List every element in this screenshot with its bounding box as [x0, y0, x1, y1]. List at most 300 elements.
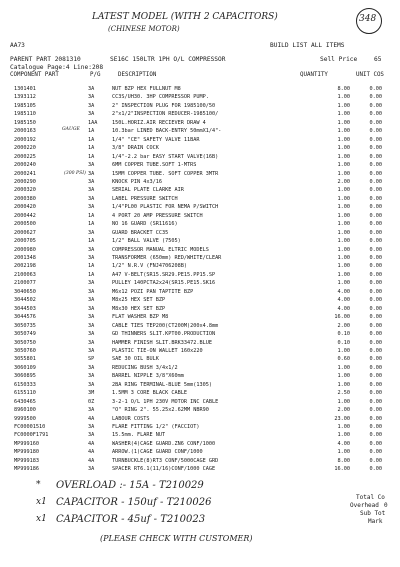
- table-row: [0, 161, 400, 170]
- cell-unit-cost: 0.00: [369, 102, 382, 109]
- table-row: [0, 296, 400, 305]
- table-row: [0, 93, 400, 102]
- cell-unit-cost: 0.00: [369, 288, 382, 295]
- cell-product-group: 4A: [88, 449, 95, 456]
- handwritten-note-prefix: x1: [36, 514, 47, 524]
- table-row: [0, 372, 400, 381]
- cell-description: GUARD BRACKET CC35: [112, 229, 169, 236]
- cell-description: 4 PORT 20 AMP PRESSURE SWITCH: [112, 212, 203, 219]
- handwritten-note-text: (PLEASE CHECK WITH CUSTOMER): [100, 534, 253, 543]
- cell-quantity: 2.00: [337, 407, 350, 414]
- cell-unit-cost: 0.00: [369, 221, 382, 228]
- cell-quantity: 0.10: [337, 331, 350, 338]
- cell-description: NUT BZP HEX FULLNUT M8: [112, 86, 181, 92]
- cell-part-number: 6150333: [14, 381, 36, 388]
- cell-description: A47 V-BELT(SR15.SR29.PE15.PP15.SP: [112, 271, 216, 278]
- cell-description: 1/2" BALL VALVE (7505): [112, 238, 181, 245]
- cell-unit-cost: 0.00: [369, 162, 382, 169]
- column-header-unit-cost: UNIT COS: [356, 72, 384, 78]
- cell-unit-cost: 0.00: [369, 390, 382, 397]
- table-row: [0, 119, 400, 128]
- cell-quantity: 1.00: [337, 94, 350, 101]
- list-title: BUILD LIST ALL ITEMS: [270, 42, 345, 49]
- table-row: [0, 415, 400, 424]
- cell-part-number: 2100077: [14, 280, 36, 287]
- cell-quantity: 8.00: [337, 86, 350, 92]
- cell-product-group: 1A: [88, 128, 95, 135]
- cell-unit-cost: 0.00: [369, 229, 382, 236]
- cell-product-group: 3A: [88, 466, 95, 473]
- table-row: [0, 254, 400, 263]
- cell-description: 3-2-1 O/L 1PH 230V MOTOR INC CABLE: [112, 398, 219, 405]
- cell-quantity: 23.00: [334, 415, 350, 422]
- cell-unit-cost: 0.00: [369, 364, 382, 371]
- cell-description: NO 16 GUARD (SR11616): [112, 221, 178, 228]
- cell-product-group: 3A: [88, 331, 95, 338]
- cell-part-number: MP999183: [14, 457, 39, 464]
- psi-note: (300 PSI): [64, 171, 86, 176]
- cell-part-number: 9999500: [14, 415, 36, 422]
- cell-product-group: 1AA: [88, 119, 98, 126]
- cell-description: COMPRESSOR MANUAL ELTRIC MODELS: [112, 246, 209, 253]
- total-label: Total Co: [356, 494, 385, 501]
- cell-description: M6x12 POZI PAN TAPTITE BZP: [112, 288, 194, 295]
- cell-description: CABLE TIES TEP200(CT200M)200x4.8mm: [112, 322, 219, 329]
- cell-description: 2"x1/2"INSPECTION REDUCER-1985100/: [112, 111, 219, 118]
- cell-part-number: 6155110: [14, 390, 36, 397]
- cell-description: "O" RING 2". 55.25x2.62MM NBR90: [112, 407, 209, 414]
- cell-quantity: 1.00: [337, 170, 350, 177]
- cell-description: GD THINNERS SLIT.KPT00.PRODUCTION: [112, 331, 216, 338]
- cell-product-group: 3A: [88, 187, 95, 194]
- handwritten-note-prefix: *: [36, 480, 41, 490]
- cell-unit-cost: 0.00: [369, 466, 382, 473]
- cell-product-group: 3A: [88, 86, 95, 92]
- cell-part-number: 1985150: [14, 119, 36, 126]
- cell-product-group: 3A: [88, 102, 95, 109]
- cell-part-number: 1985110: [14, 111, 36, 118]
- table-row: [0, 330, 400, 339]
- cell-unit-cost: 0.00: [369, 178, 382, 185]
- table-row: [0, 364, 400, 373]
- cell-unit-cost: 0.00: [369, 271, 382, 278]
- overhead-value: 0: [384, 502, 388, 509]
- cell-unit-cost: 0.00: [369, 339, 382, 346]
- cell-quantity: 4.00: [337, 288, 350, 295]
- table-row: [0, 186, 400, 195]
- cell-part-number: FC00001510: [14, 424, 46, 430]
- cell-quantity: 1.00: [337, 128, 350, 135]
- cell-quantity: 1.00: [337, 347, 350, 354]
- overhead-label: Overhead: [350, 502, 379, 509]
- cell-description: SAE 30 OIL BULK: [112, 356, 159, 363]
- cell-part-number: 2000705: [14, 238, 36, 245]
- cell-unit-cost: 0.00: [369, 187, 382, 194]
- cell-description: PULLEY 140PCTA2x24(SR15.PE15.SK16: [112, 280, 216, 287]
- cell-quantity: 1.00: [337, 364, 350, 371]
- cell-description: 15MM COPPER TUBE. SOFT COPPER 3MTR: [112, 170, 219, 177]
- cell-part-number: MP999186: [14, 466, 39, 473]
- cell-product-group: 3A: [88, 255, 95, 261]
- cell-unit-cost: 0.00: [369, 424, 382, 430]
- table-row: [0, 262, 400, 271]
- cell-product-group: 3A: [88, 288, 95, 295]
- cell-part-number: 2000627: [14, 229, 36, 236]
- cell-part-number: 3060895: [14, 373, 36, 380]
- cell-unit-cost: 0.00: [369, 170, 382, 177]
- cell-product-group: 3A: [88, 407, 95, 414]
- cell-quantity: 4.00: [337, 305, 350, 312]
- cell-description: KNOCK PIN 4x3/16: [112, 178, 162, 185]
- cell-product-group: 4A: [88, 440, 95, 447]
- cell-description: 15.5mm. FLARE NUT: [112, 432, 166, 439]
- table-row: [0, 305, 400, 314]
- cell-quantity: 1.00: [337, 221, 350, 228]
- cell-product-group: 3A: [88, 339, 95, 346]
- table-row: [0, 110, 400, 119]
- cell-product-group: 3A: [88, 322, 95, 329]
- cell-part-number: 2100063: [14, 271, 36, 278]
- subtotal-label: Sub Tot: [360, 510, 386, 517]
- cell-quantity: 2.00: [337, 178, 350, 185]
- cell-description: 6MM COPPER TUBE.SOFT 1-MTRS: [112, 162, 197, 169]
- cell-quantity: 4.00: [337, 440, 350, 447]
- cell-quantity: 1.00: [337, 212, 350, 219]
- table-row: [0, 127, 400, 136]
- cell-product-group: 3A: [88, 111, 95, 118]
- cell-description: 2" INSPECTION PLUG FOR 1985100/50: [112, 102, 216, 109]
- cell-unit-cost: 0.00: [369, 432, 382, 439]
- cell-product-group: 1A: [88, 145, 95, 152]
- parent-part: PARENT PART 2081310: [10, 56, 81, 63]
- cell-part-number: 2000192: [14, 136, 36, 143]
- cell-unit-cost: 0.00: [369, 381, 382, 388]
- cell-quantity: 1.00: [337, 136, 350, 143]
- cell-quantity: 1.00: [337, 162, 350, 169]
- cell-description: 3/8" DRAIN COCK: [112, 145, 159, 152]
- cell-description: 2BA RING TERMINAL-BLUE 5mm(1305): [112, 381, 212, 388]
- column-header-description: DESCRIPTION: [118, 72, 157, 78]
- cell-quantity: 1.00: [337, 145, 350, 152]
- cell-unit-cost: 0.00: [369, 204, 382, 211]
- cell-quantity: 1.00: [337, 398, 350, 405]
- cell-quantity: 1.00: [337, 271, 350, 278]
- cell-unit-cost: 0.00: [369, 128, 382, 135]
- cell-product-group: 3A: [88, 347, 95, 354]
- cell-quantity: 1.00: [337, 153, 350, 160]
- cell-product-group: 3A: [88, 432, 95, 439]
- cell-unit-cost: 0.00: [369, 347, 382, 354]
- cell-quantity: 1.00: [337, 263, 350, 270]
- cell-quantity: 2.50: [337, 390, 350, 397]
- cell-quantity: 2.00: [337, 322, 350, 329]
- cell-part-number: 6430465: [14, 398, 36, 405]
- cell-product-group: 3A: [88, 305, 95, 312]
- handwritten-note-text: CAPACITOR - 150uf - T210026: [56, 497, 212, 508]
- cell-unit-cost: 0.00: [369, 280, 382, 287]
- table-row: [0, 440, 400, 449]
- cell-part-number: 1393112: [14, 94, 36, 101]
- table-row: [0, 170, 400, 179]
- parent-description: SE16C 150LTR 1PH O/L COMPRESSOR: [110, 56, 226, 63]
- cell-unit-cost: 0.00: [369, 356, 382, 363]
- cell-product-group: 1A: [88, 263, 95, 270]
- cell-part-number: MP999180: [14, 449, 39, 456]
- cell-part-number: 2000500: [14, 221, 36, 228]
- table-row: [0, 313, 400, 322]
- cell-description: WASHER(4)CAGE GUARD.ZN6 CONF/1000: [112, 440, 216, 447]
- cell-product-group: 3A: [88, 204, 95, 211]
- cell-part-number: 1301401: [14, 86, 36, 92]
- table-row: [0, 178, 400, 187]
- table-row: [0, 398, 400, 407]
- cell-description: 10.3bar LINED BACK-ENTRY 50mmX1/4"-: [112, 128, 222, 135]
- cell-product-group: 1A: [88, 221, 95, 228]
- cell-unit-cost: 0.00: [369, 373, 382, 380]
- cell-product-group: 4A: [88, 457, 95, 464]
- cell-quantity: 1.00: [337, 255, 350, 261]
- cell-part-number: 3055801: [14, 356, 36, 363]
- table-row: [0, 212, 400, 221]
- table-row: [0, 203, 400, 212]
- table-row: [0, 457, 400, 466]
- cell-unit-cost: 0.00: [369, 457, 382, 464]
- column-header-part: COMPONENT PART: [10, 72, 59, 78]
- table-row: [0, 288, 400, 297]
- cell-unit-cost: 0.00: [369, 322, 382, 329]
- table-row: [0, 195, 400, 204]
- cell-product-group: 3M: [88, 390, 95, 397]
- cell-product-group: 3A: [88, 246, 95, 253]
- cell-product-group: 3A: [88, 373, 95, 380]
- table-row: [0, 229, 400, 238]
- cell-unit-cost: 0.00: [369, 297, 382, 304]
- cell-description: SERIAL PLATE CLARKE AIR: [112, 187, 184, 194]
- handwritten-note-prefix: x1: [36, 497, 47, 507]
- cell-part-number: 1985105: [14, 102, 36, 109]
- table-row: [0, 355, 400, 364]
- cell-part-number: 3050750: [14, 339, 36, 346]
- cell-unit-cost: 0.00: [369, 153, 382, 160]
- handwritten-title: LATEST MODEL (WITH 2 CAPACITORS): [92, 12, 278, 22]
- cell-product-group: 3A: [88, 364, 95, 371]
- cell-part-number: 3050760: [14, 347, 36, 354]
- cell-unit-cost: 0.00: [369, 263, 382, 270]
- cell-product-group: 3A: [88, 162, 95, 169]
- cell-description: 150L.HORIZ.AIR RECIEVER DRAW 4: [112, 119, 206, 126]
- cell-part-number: 2000420: [14, 204, 36, 211]
- cell-part-number: 3050735: [14, 322, 36, 329]
- cell-part-number: FC0000F1791: [14, 432, 49, 439]
- cell-product-group: 3A: [88, 314, 95, 321]
- cell-description: FLARE FITTING 1/2" (FACCIOT): [112, 424, 200, 430]
- cell-product-group: 3A: [88, 170, 95, 177]
- cell-description: ARROW.(1)CAGE GUARD CONF/1000: [112, 449, 203, 456]
- cell-quantity: 1.00: [337, 280, 350, 287]
- cell-description: TRANSFORMER (650mm) RED/WHITE/CLEAR: [112, 255, 222, 261]
- table-row: [0, 322, 400, 331]
- table-row: [0, 406, 400, 415]
- cell-part-number: 2000980: [14, 246, 36, 253]
- cell-part-number: 2000240: [14, 162, 36, 169]
- cell-unit-cost: 0.00: [369, 86, 382, 92]
- cell-product-group: SP: [88, 356, 95, 363]
- cell-quantity: 1.00: [337, 229, 350, 236]
- table-row: [0, 465, 400, 474]
- cell-part-number: 2000290: [14, 178, 36, 185]
- cell-unit-cost: 0.00: [369, 305, 382, 312]
- handwritten-note-text: CAPACITOR - 45uf - T210023: [56, 514, 206, 525]
- cell-part-number: 3050749: [14, 331, 36, 338]
- handwritten-subtitle: (CHINESE MOTOR): [108, 25, 180, 33]
- cell-product-group: 1A: [88, 238, 95, 245]
- cell-description: LABEL PRESSURE SWITCH: [112, 195, 178, 202]
- cell-product-group: 3A: [88, 94, 95, 101]
- cell-unit-cost: 0.00: [369, 398, 382, 405]
- cell-description: FLAT WASHER BZP M8: [112, 314, 169, 321]
- cell-unit-cost: 0.00: [369, 119, 382, 126]
- cell-description: TURNBUCKLE(8)RT3 CONF/5000CAGE GRD: [112, 457, 219, 464]
- cell-quantity: 4.00: [337, 297, 350, 304]
- cell-part-number: 3040650: [14, 288, 36, 295]
- cell-description: CC3S/UH30. 3HP COMPRESSOR PUMP.: [112, 94, 209, 101]
- gauge-note: GAUGE: [62, 127, 80, 132]
- cell-quantity: 0.60: [337, 356, 350, 363]
- table-row: [0, 423, 400, 432]
- table-row: [0, 431, 400, 440]
- cell-description: BARREL NIPPLE 3/8"X60mm: [112, 373, 184, 380]
- cell-product-group: 1A: [88, 153, 95, 160]
- cell-unit-cost: 0.00: [369, 238, 382, 245]
- cell-unit-cost: 0.00: [369, 314, 382, 321]
- doc-code: AA73: [10, 42, 25, 49]
- table-row: [0, 339, 400, 348]
- cell-quantity: 1.00: [337, 246, 350, 253]
- cell-quantity: 1.00: [337, 432, 350, 439]
- cell-product-group: 1A: [88, 136, 95, 143]
- cell-product-group: 3A: [88, 280, 95, 287]
- cell-quantity: 1.00: [337, 119, 350, 126]
- cell-quantity: 1.00: [337, 204, 350, 211]
- cell-product-group: 4A: [88, 415, 95, 422]
- cell-unit-cost: 0.00: [369, 195, 382, 202]
- cell-product-group: 3A: [88, 424, 95, 430]
- sell-price-label: Sell Price: [320, 56, 358, 63]
- table-row: [0, 237, 400, 246]
- table-row: [0, 220, 400, 229]
- handwritten-note-text: OVERLOAD :- 15A - T210029: [56, 480, 204, 491]
- cell-quantity: 8.00: [337, 457, 350, 464]
- table-row: [0, 144, 400, 153]
- cell-unit-cost: 0.00: [369, 331, 382, 338]
- cell-part-number: 2000442: [14, 212, 36, 219]
- cell-quantity: 1.00: [337, 373, 350, 380]
- cell-unit-cost: 0.00: [369, 440, 382, 447]
- cell-part-number: 2000225: [14, 153, 36, 160]
- cell-quantity: 1.00: [337, 187, 350, 194]
- table-row: [0, 246, 400, 255]
- cell-part-number: 3044576: [14, 314, 36, 321]
- cell-part-number: 2000320: [14, 187, 36, 194]
- cell-description: 1/2" N.R.V (FNJ4706208B): [112, 263, 187, 270]
- table-row: [0, 448, 400, 457]
- sell-price-value: 65: [374, 56, 382, 63]
- cell-product-group: 1A: [88, 212, 95, 219]
- cell-product-group: 3A: [88, 178, 95, 185]
- markup-label: Mark: [368, 518, 383, 525]
- column-header-pg: P/G: [90, 72, 101, 78]
- cell-unit-cost: 0.00: [369, 145, 382, 152]
- cell-description: M8x30 HEX SET BZP: [112, 305, 166, 312]
- cell-unit-cost: 0.00: [369, 94, 382, 101]
- cell-unit-cost: 0.00: [369, 255, 382, 261]
- cell-part-number: 8960100: [14, 407, 36, 414]
- cell-part-number: 3044502: [14, 297, 36, 304]
- cell-part-number: 2000163: [14, 128, 36, 135]
- cell-quantity: 16.00: [334, 466, 350, 473]
- cell-description: SPACER RT6.1(11/16)CONF/1000 CAGE: [112, 466, 216, 473]
- cell-quantity: 16.00: [334, 314, 350, 321]
- cell-unit-cost: 0.00: [369, 407, 382, 414]
- cell-part-number: 2000380: [14, 195, 36, 202]
- column-header-quantity: QUANTITY: [300, 72, 328, 78]
- table-row: [0, 279, 400, 288]
- cell-unit-cost: 0.00: [369, 246, 382, 253]
- cell-quantity: 1.00: [337, 381, 350, 388]
- cell-unit-cost: 0.00: [369, 212, 382, 219]
- cell-part-number: 2000220: [14, 145, 36, 152]
- cell-description: 1/4"-2.2 bar EASY START VALVE(16B): [112, 153, 219, 160]
- cell-part-number: 2000241: [14, 170, 36, 177]
- cell-quantity: 1.00: [337, 238, 350, 245]
- table-row: [0, 136, 400, 145]
- cell-part-number: 2002198: [14, 263, 36, 270]
- cell-description: M8x25 HEX SET BZP: [112, 297, 166, 304]
- table-row: [0, 85, 400, 94]
- catalogue-line: Catalogue Page:4 Line:208: [10, 64, 104, 71]
- cell-quantity: 1.00: [337, 424, 350, 430]
- cell-description: REDUCING BUSH 3/4x1/2: [112, 364, 178, 371]
- cell-description: LABOUR COSTS: [112, 415, 150, 422]
- cell-product-group: 3A: [88, 297, 95, 304]
- cell-part-number: 3060109: [14, 364, 36, 371]
- cell-unit-cost: 0.00: [369, 136, 382, 143]
- cell-part-number: MP999160: [14, 440, 39, 447]
- cell-quantity: 1.00: [337, 449, 350, 456]
- table-row: [0, 102, 400, 111]
- cell-quantity: 1.00: [337, 111, 350, 118]
- table-row: [0, 389, 400, 398]
- cell-product-group: 0Z: [88, 398, 95, 405]
- cell-quantity: 1.00: [337, 195, 350, 202]
- page-number-handwritten: 348: [359, 14, 377, 24]
- cell-description: 1/4"PL00 PLASTIC FOR NEMA P/SWITCH: [112, 204, 219, 211]
- table-row: [0, 347, 400, 356]
- cell-description: 1/4" "CE" SAFETY VALVE 11BAR: [112, 136, 200, 143]
- cell-description: HAMMER FINISH SLIT.BRK33472.BLUE: [112, 339, 212, 346]
- cell-product-group: 3A: [88, 381, 95, 388]
- cell-description: 1.5MM 3 CORE BLACK CABLE: [112, 390, 187, 397]
- table-row: [0, 153, 400, 162]
- cell-unit-cost: 0.00: [369, 449, 382, 456]
- cell-product-group: 3A: [88, 195, 95, 202]
- table-row: [0, 271, 400, 280]
- cell-unit-cost: 0.00: [369, 111, 382, 118]
- cell-product-group: 3A: [88, 229, 95, 236]
- cell-quantity: 0.10: [337, 339, 350, 346]
- cell-product-group: 1A: [88, 271, 95, 278]
- cell-quantity: 1.00: [337, 102, 350, 109]
